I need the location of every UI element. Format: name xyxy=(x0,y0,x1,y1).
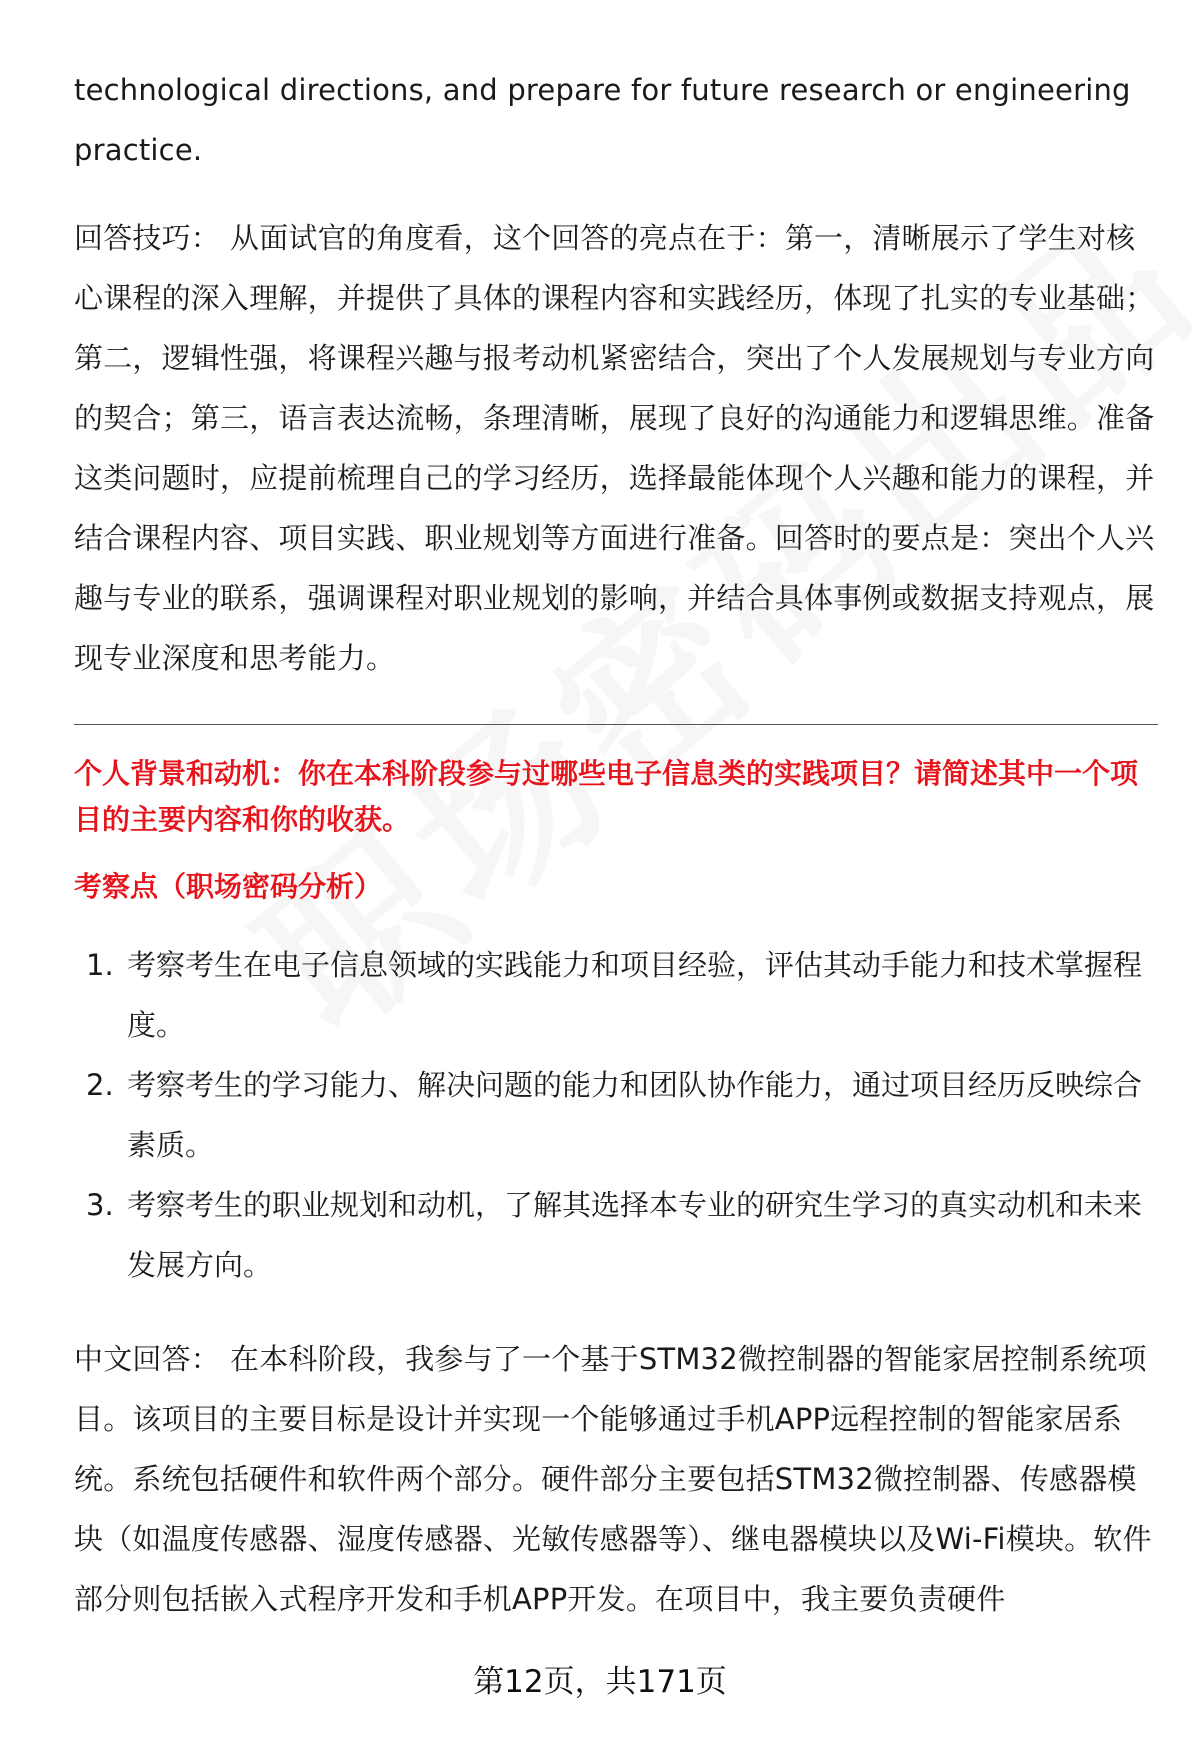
exam-points-list xyxy=(74,935,1158,1295)
page-footer: 第12页，共171页 xyxy=(473,1664,727,1700)
answer-cn-label: 中文回答： xyxy=(74,1342,221,1376)
section-divider xyxy=(74,724,1158,725)
answer-cn-text: 在本科阶段，我参与了一个基于STM32微控制器的智能家居控制系统项目。该项目的主要目标是设计并实现一个能够通过手机APP远程控制的智能家居系统。系统包括硬件和软件两个部分。硬件部分主要包括STM32微控制器、传感器模块（如温度传感器、湿度传感器、光敏传感器等）、继电器模块以及Wi-Fi模块。软件部分则包括嵌入式程序开发和手机APP开发。在项目中，我主要负责硬件 xyxy=(74,1342,1152,1616)
document-page xyxy=(74,60,1158,1629)
list-item-text: 考察考生在电子信息领域的实践能力和项目经验，评估其动手能力和技术掌握程度。 xyxy=(127,948,1143,1042)
list-item-number: 3. xyxy=(86,1188,114,1222)
intro-paragraph: technological directions, and prepare for future research or engineering practice. xyxy=(74,73,1131,167)
list-item xyxy=(74,1175,1158,1295)
exam-points-heading: 考察点（职场密码分析） xyxy=(74,870,383,903)
list-item-text: 考察考生的职业规划和动机，了解其选择本专业的研究生学习的真实动机和未来发展方向。 xyxy=(127,1188,1143,1282)
list-item-number: 1. xyxy=(86,948,114,982)
tips-text: 从面试官的角度看，这个回答的亮点在于：第一，清晰展示了学生对核心课程的深入理解，并提供了具体的课程内容和实践经历，体现了扎实的专业基础；第二，逻辑性强，将课程兴趣与报考动机紧密结合，突出了个人发展规划与专业方向的契合；第三，语言表达流畅，条理清晰，展现了良好的沟通能力和逻辑思维。准备这类问题时，应提前梳理自己的学习经历，选择最能体现个人兴趣和能力的课程，并结合课程内容、项目实践、职业规划等方面进行准备。回答时的要点是：突出个人兴趣与专业的联系，强调课程对职业规划的影响，并结合具体事例或数据支持观点，展现专业深度和思考能力。 xyxy=(74,221,1155,675)
tips-label: 回答技巧： xyxy=(74,221,221,255)
list-item xyxy=(74,1055,1158,1175)
list-item-text: 考察考生的学习能力、解决问题的能力和团队协作能力，通过项目经历反映综合素质。 xyxy=(127,1068,1143,1162)
list-item xyxy=(74,935,1158,1055)
question-heading: 个人背景和动机：你在本科阶段参与过哪些电子信息类的实践项目？请简述其中一个项目的主要内容和你的收获。 xyxy=(74,757,1139,836)
tips-paragraph xyxy=(74,208,1158,688)
list-item-number: 2. xyxy=(86,1068,114,1102)
answer-cn-paragraph xyxy=(74,1329,1158,1629)
